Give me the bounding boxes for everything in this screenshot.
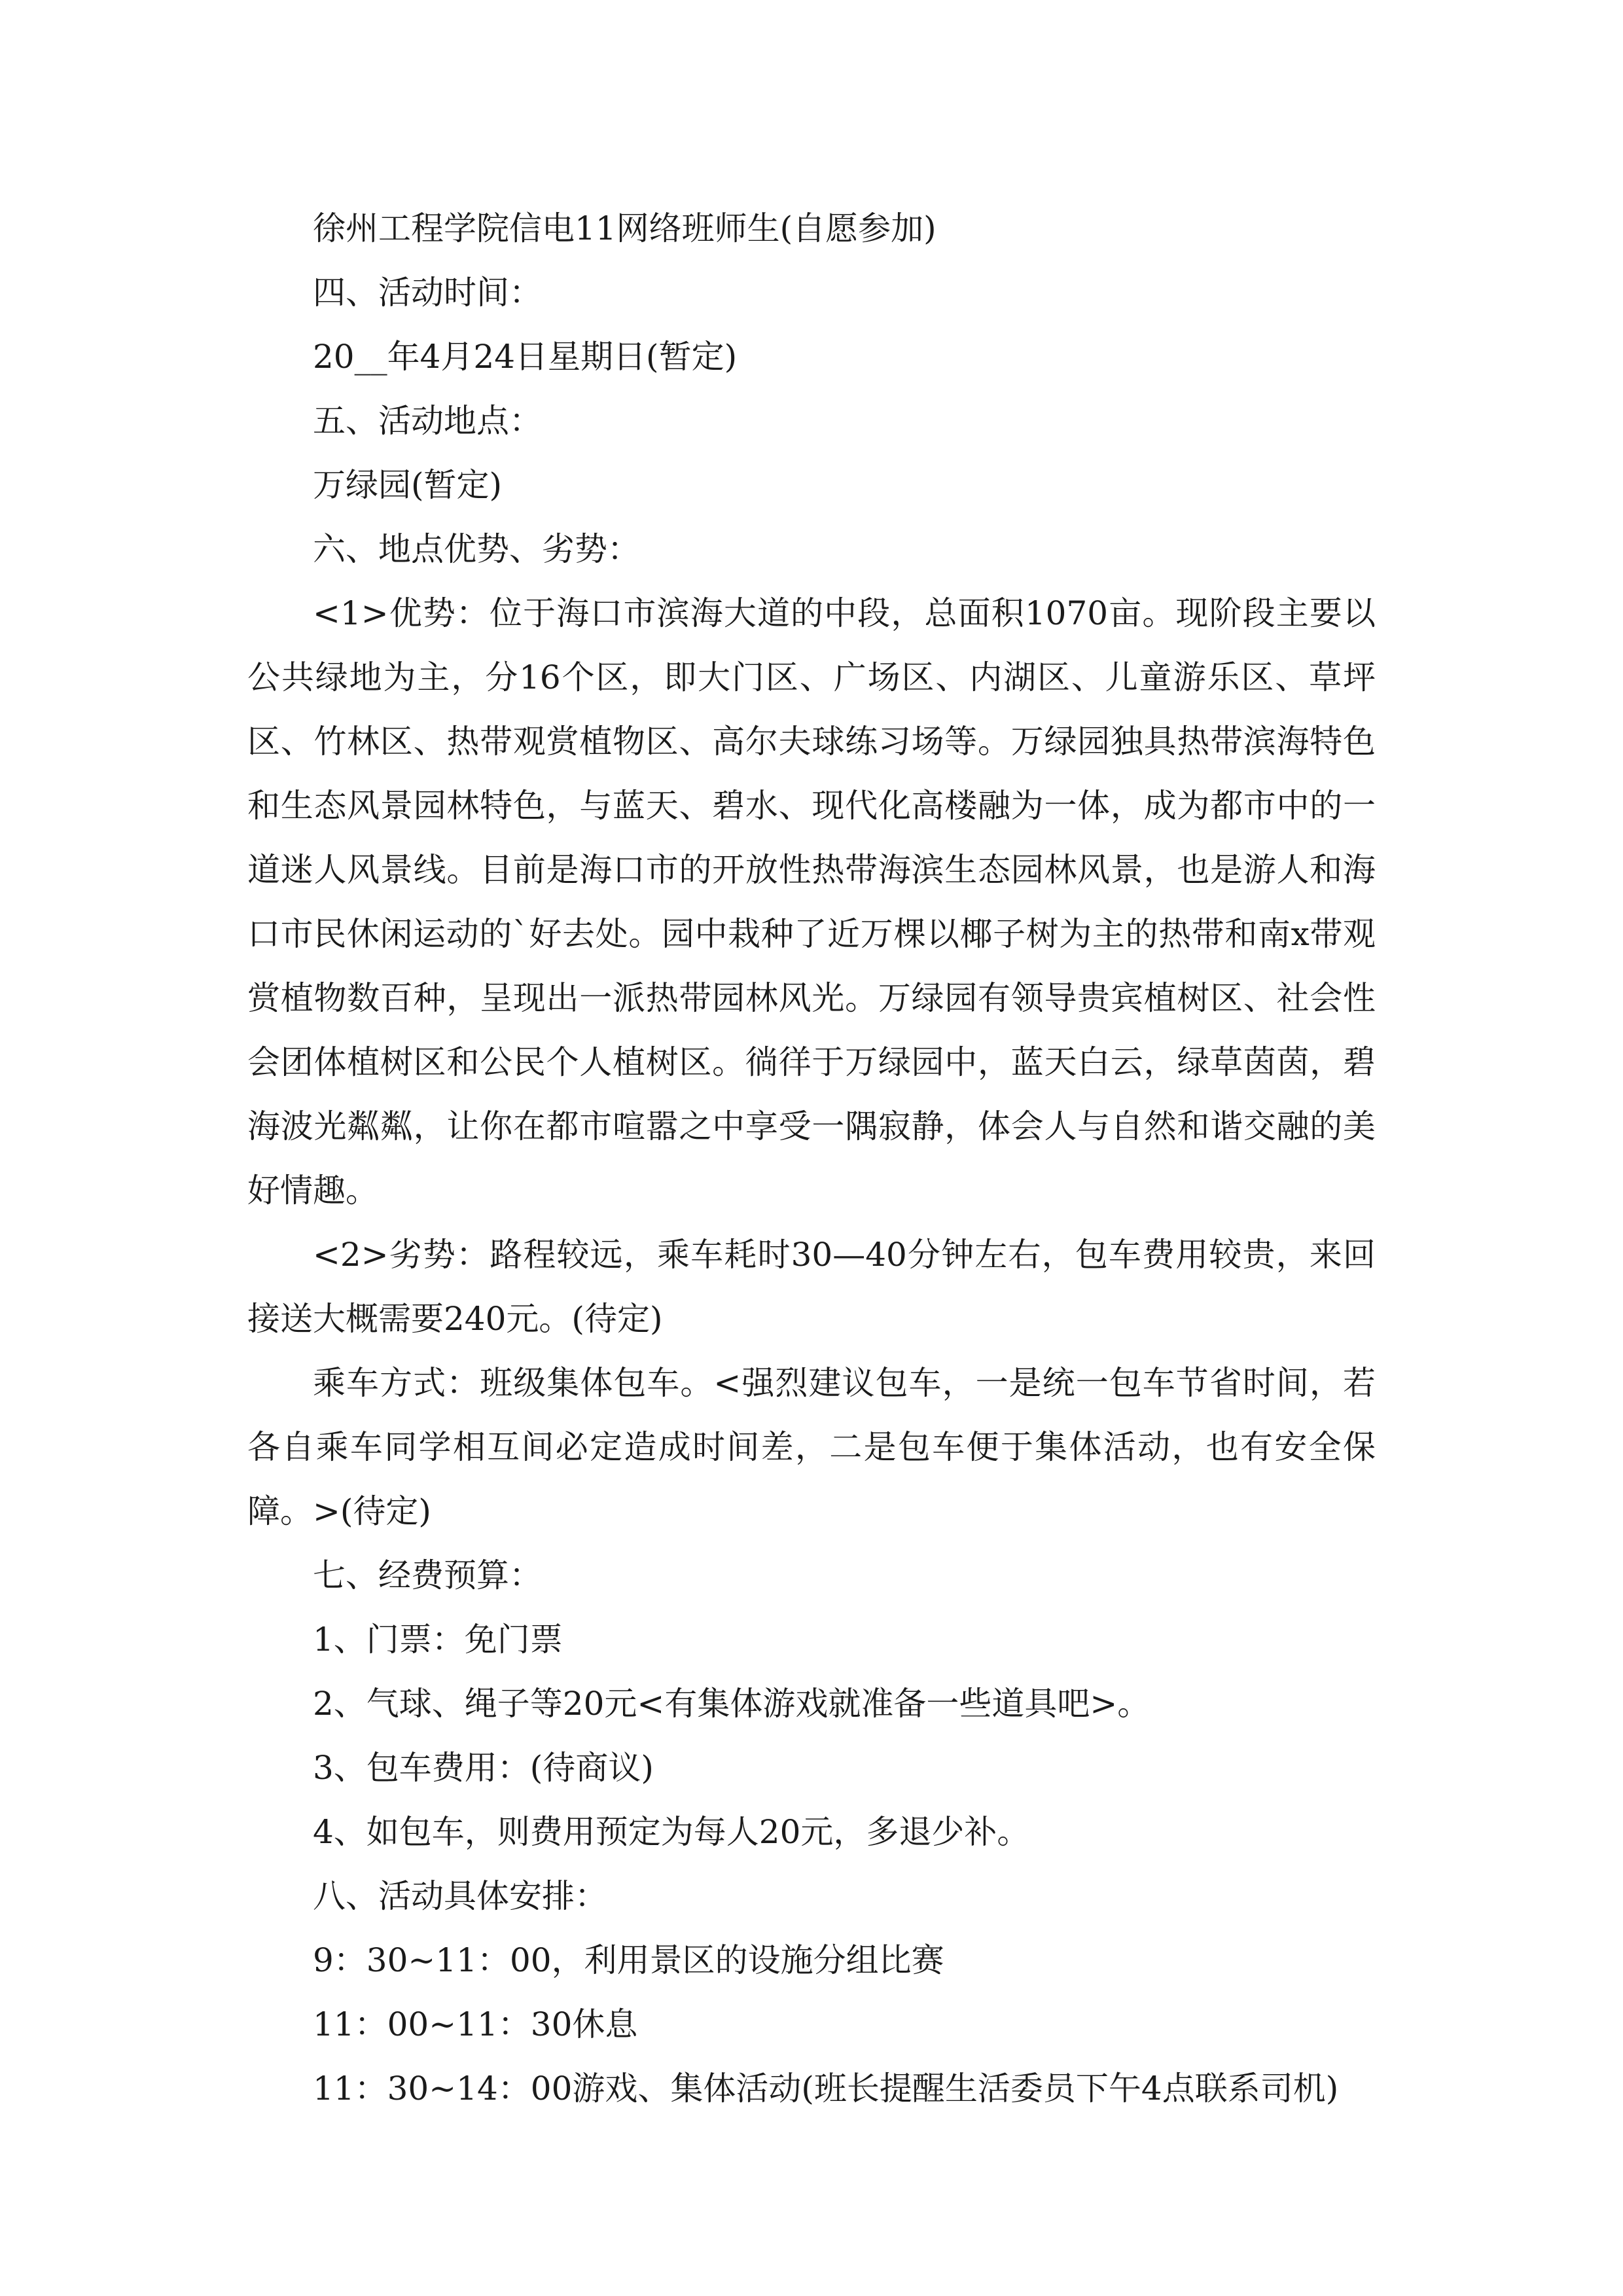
budget-item: 2、气球、绳子等20元<有集体游戏就准备一些道具吧>。 (313, 1685, 1150, 1723)
section-heading-budget: 七、经费预算： (313, 1556, 542, 1594)
section-heading-schedule: 八、活动具体安排： (313, 1877, 607, 1915)
transport-paragraph: 乘车方式：班级集体包车。<强烈建议包车，一是统一包车节省时间，若各自乘车同学相互间必定造成时间差，二是包车便于集体活动，也有安全保障。>(待定) (247, 1364, 1376, 1530)
schedule-item: 11：30~14：00游戏、集体活动(班长提醒生活委员下午4点联系司机) (313, 2070, 1339, 2108)
budget-item: 3、包车费用：(待商议) (313, 1749, 654, 1787)
budget-item: 1、门票：免门票 (313, 1621, 563, 1659)
cons-paragraph: <2>劣势：路程较远，乘车耗时30—40分钟左右，包车费用较贵，来回接送大概需要240元。(待定) (247, 1236, 1376, 1338)
participants-line: 徐州工程学院信电11网络班师生(自愿参加) (313, 209, 936, 247)
section-heading-time: 四、活动时间： (313, 274, 542, 312)
activity-time: 20__年4月24日星期日(暂定) (313, 338, 738, 376)
schedule-item: 9：30~11：00，利用景区的设施分组比赛 (313, 1941, 944, 1979)
pros-paragraph: <1>优势：位于海口市滨海大道的中段，总面积1070亩。现阶段主要以公共绿地为主，分16个区，即大门区、广场区、内湖区、儿童游乐区、草坪区、竹林区、热带观赏植物区、高尔夫球练习场等。万绿园独具热带滨海特色和生态风景园林特色，与蓝天、碧水、现代化高楼融为一体，成为都市中的一道迷人风景线。目前是海口市的开放性热带海滨生态园林风景，也是游人和海口市民休闲运动的`好去处。园中栽种了近万棵以椰子树为主的热带和南x带观赏植物数百种，呈现出一派热带园林风光。万绿园有领导贵宾植树区、社会性会团体植树区和公民个人植树区。徜徉于万绿园中，蓝天白云，绿草茵茵，碧海波光粼粼，让你在都市喧嚣之中享受一隅寂静，体会人与自然和谐交融的美好情趣。 (247, 594, 1376, 1210)
schedule-item: 11：00~11：30休息 (313, 2005, 638, 2043)
budget-item: 4、如包车，则费用预定为每人20元，多退少补。 (313, 1813, 1030, 1851)
section-heading-pros-cons: 六、地点优势、劣势： (313, 530, 640, 568)
section-heading-place: 五、活动地点： (313, 402, 542, 440)
document-body (247, 196, 1376, 2121)
activity-place: 万绿园(暂定) (313, 466, 503, 504)
